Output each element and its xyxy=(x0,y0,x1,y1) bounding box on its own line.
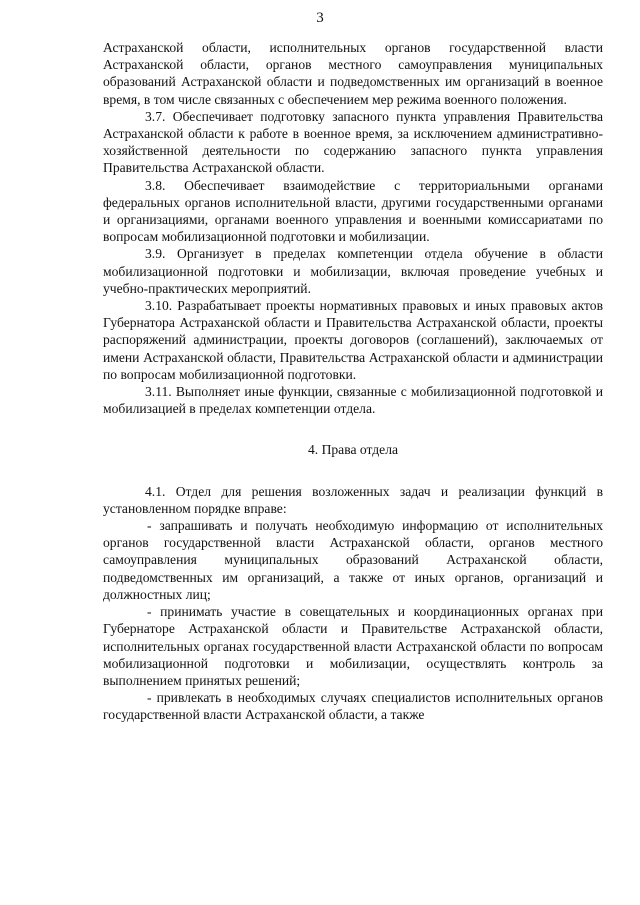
paragraph-continuation: Астраханской области, исполнительных органов государственной власти Астраханской области, органов местного самоуправления муниципальных образований Астраханской области и подведомственных им организаций в военное время, в том числе связанных с обеспечением мер режима военного положения. xyxy=(103,40,603,107)
paragraph-3-10: 3.10. Разрабатывает проекты нормативных правовых и иных правовых актов Губернатора Астраханской области и Правительства Астраханской области, проекты распоряжений администрации, проекты договоров (соглашений), заключаемых от имени Астраханской области, Правительства Астраханской области и администрации по вопросам мобилизационной подготовки. xyxy=(103,298,603,382)
section-heading: 4. Права отдела xyxy=(307,442,399,458)
paragraph-3-8: 3.8. Обеспечивает взаимодействие с территориальными органами федеральных органов исполнительной власти, другими государственными органами и организациями, органами военного управления и военными комиссариатами по вопросам мобилизационной подготовки и мобилизации. xyxy=(103,177,603,245)
paragraph-3-7: 3.7. Обеспечивает подготовку запасного пункта управления Правительства Астраханской области к работе в военное время, за исключением административно-хозяйственной деятельности по содержанию запасного пункта управления Правительства Астраханской области. xyxy=(103,108,603,176)
list-item-participate: - принимать участие в совещательных и координационных органах при Губернаторе Астраханской области и Правительстве Астраханской области, исполнительных органах государственной власти Астраханской области по вопросам мобилизационной подготовки и мобилизации, осуществлять контроль за выполнением принятых решений; xyxy=(103,604,603,688)
paragraph-3-9: 3.9. Организует в пределах компетенции отдела обучение в области мобилизационной подготовки и мобилизации, включая проведение учебных и учебно-практических мероприятий. xyxy=(103,246,603,296)
paragraph-4-1: 4.1. Отдел для решения возложенных задач и реализации функций в установленном порядке вправе: xyxy=(103,483,603,516)
list-item-involve-specialists: - привлекать в необходимых случаях специалистов исполнительных органов государственной власти Астраханской области, а также xyxy=(103,690,603,723)
list-item-request-info: - запрашивать и получать необходимую информацию от исполнительных органов государственной власти Астраханской области, органов местного самоуправления муниципальных образований Астраханской области, подведомственных им организаций, а также от иных органов, организаций и должностных лиц; xyxy=(103,518,603,602)
document-body xyxy=(103,39,603,724)
paragraph-3-11: 3.11. Выполняет иные функции, связанные с мобилизационной подготовкой и мобилизацией в пределах компетенции отдела. xyxy=(103,384,603,417)
page-number: 3 xyxy=(316,10,324,26)
